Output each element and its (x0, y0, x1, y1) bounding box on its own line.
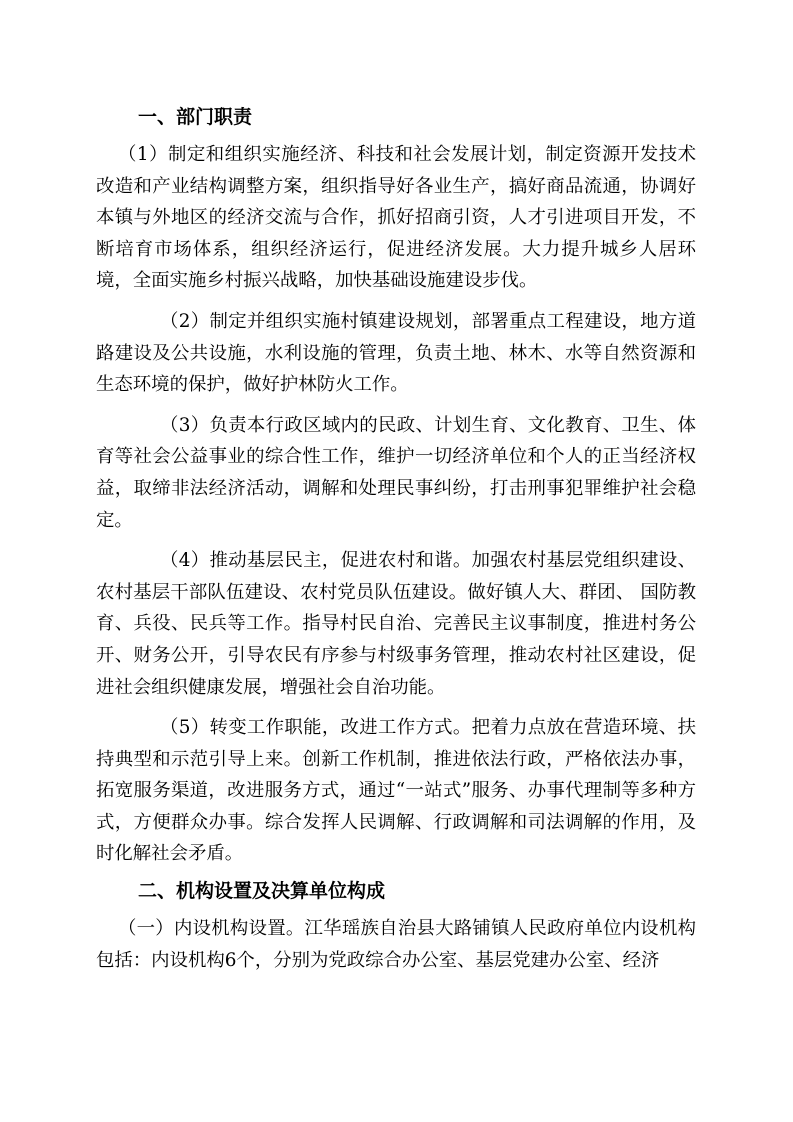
paragraph-duty-3: （3）负责本行政区域内的民政、计划生育、文化教育、卫生、体育等社会公益事业的综合性工作，维护一切经济单位和个人的正当经济权益，取缔非法经济活动，调解和处理民事纠纷，打击刑事犯罪维护社会稳定。 (96, 414, 696, 531)
paragraph-duty-4: （4）推动基层民主，促进农村和谐。加强农村基层党组织建设、农村基层干部队伍建设、农村党员队伍建设。做好镇人大、群团、 国防教育、兵役、民兵等工作。指导村民自治、完善民主议事制度，推进村务公开、财务公开，引导农民有序参与村级事务管理，推动农村社区建设，促进社会组织健康发展，增强社会自治功能。 (96, 550, 696, 698)
paragraph-duty-2: （2）制定并组织实施村镇建设规划，部署重点工程建设，地方道路建设及公共设施，水利设施的管理，负责土地、林木、水等自然资源和生态环境的保护，做好护林防火工作。 (96, 310, 696, 396)
section-heading-duties: 一、部门职责 (138, 106, 253, 128)
section-heading-structure: 二、机构设置及决算单位构成 (138, 880, 386, 903)
paragraph-duty-1: （1）制定和组织实施经济、科技和社会发展计划，制定资源开发技术改造和产业结构调整方案，组织指导好各业生产，搞好商品流通，协调好本镇与外地区的经济交流与合作，抓好招商引资，人才引进项目开发，不断培育市场体系，组织经济运行，促进经济发展。大力提升城乡人居环境，全面实施乡村振兴战略，加快基础设施建设步伐。 (96, 144, 696, 292)
document-page (96, 100, 696, 976)
paragraph-structure-1: （一）内设机构设置。江华瑶族自治县大路铺镇人民政府单位内设机构包括：内设机构6个，分别为党政综合办公室、基层党建办公室、经济 (96, 918, 696, 971)
paragraph-duty-5: （5）转变工作职能，改进工作方式。把着力点放在营造环境、扶持典型和示范引导上来。创新工作机制，推进依法行政，严格依法办事，拓宽服务渠道，改进服务方式，通过“一站式”服务、办事代理制等多种方式，方便群众办事。综合发挥人民调解、行政调解和司法调解的作用，及时化解社会矛盾。 (96, 717, 696, 865)
